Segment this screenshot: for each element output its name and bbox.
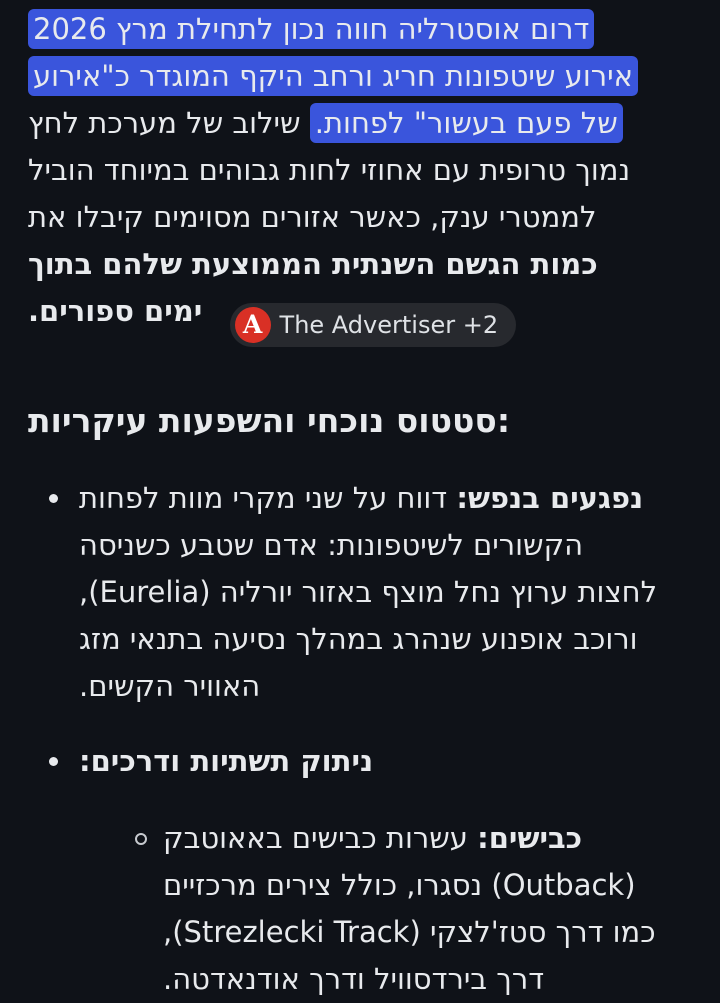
bullet-dot-icon — [49, 494, 58, 503]
citation-chip[interactable] — [230, 303, 517, 347]
intro-paragraph — [28, 6, 663, 347]
bullet-circle-icon — [135, 833, 147, 845]
bold-text: כבישים: — [477, 821, 583, 855]
bullet-list — [28, 475, 663, 1003]
bold-text: נפגעים בנפש: — [456, 481, 644, 515]
sub-bullet-item-roads — [133, 815, 663, 1003]
bold-text: ניתוק תשתיות ודרכים: — [79, 744, 374, 778]
bullet-text — [79, 744, 373, 778]
highlighted-text: דרום אוסטרליה חווה נכון לתחילת מרץ 2026 אירוע שיטפונות חריג ורחב היקף המוגדר כ"אירוע של פעם בעשור" לפחות. — [28, 9, 638, 143]
bullet-dot-icon — [49, 757, 58, 766]
body-text: שילוב של מערכת לחץ נמוך טרופית עם אחוזי לחות גבוהים במיוחד הוביל לממטרי ענק, כאשר אזורים מסוימים קיבלו את — [28, 106, 631, 234]
sub-bullet-list — [79, 815, 663, 1003]
citation-chip-label: The Advertiser +2 — [279, 311, 499, 339]
bullet-text — [79, 481, 657, 703]
body-text: עשרות כבישים באאוטבק (Outback) נסגרו, כולל צירים מרכזיים כמו דרך סטז'לצקי (Strezlecki Track), דרך בירדסוויל ודרך אודנאדטה. — [163, 821, 656, 996]
bold-text: כמות הגשם השנתית הממוצעת שלהם בתוך ימים ספורים. — [28, 247, 598, 328]
rtl-text-run — [79, 481, 657, 703]
section-heading: סטטוס נוכחי והשפעות עיקריות: — [28, 401, 511, 440]
bullet-item-infrastructure — [49, 738, 663, 1003]
advertiser-logo-icon: A — [235, 307, 271, 343]
sub-bullet-text — [163, 821, 656, 996]
rtl-text-run — [163, 821, 656, 996]
rtl-text-run — [28, 9, 638, 328]
body-text: דווח על שני מקרי מוות לפחות הקשורים לשיטפונות: אדם שטבע כשניסה לחצות ערוץ נחל מוצף באזור יורליה (Eurelia), ורוכב אופנוע שנהרג במהלך נסיעה בתנאי מזג האוויר הקשים. — [79, 481, 658, 703]
rtl-text-run — [79, 744, 373, 778]
bullet-item-casualties — [49, 475, 663, 710]
